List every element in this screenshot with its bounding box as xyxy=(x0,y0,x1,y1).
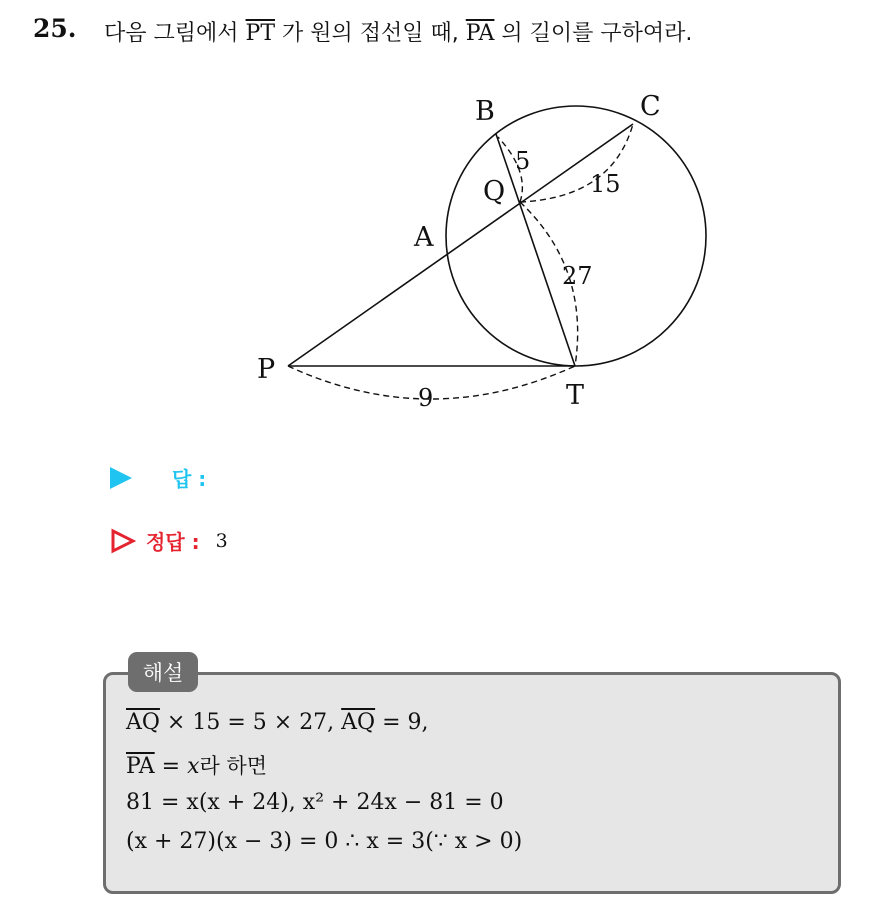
solution-line-2-ko: 라 하면 xyxy=(199,754,268,778)
point-label-q: Q xyxy=(483,176,506,207)
answer-row xyxy=(110,463,206,492)
correct-answer-row xyxy=(110,526,228,555)
length-label-qb: 5 xyxy=(515,147,531,175)
length-label-qc: 15 xyxy=(590,170,621,198)
solution-line-2-eq: = xyxy=(154,754,188,779)
solution-line-1-a: × 15 = 5 × 27, xyxy=(159,710,342,735)
correct-answer-label: 정답 : xyxy=(146,530,200,554)
line-bt xyxy=(496,134,575,366)
point-label-c: C xyxy=(640,91,661,122)
question-text-before: 다음 그림에서 xyxy=(104,21,239,46)
segment-aq-2: $\overline{AQ}$ xyxy=(341,710,376,735)
solution-variable-x: x xyxy=(187,754,200,779)
segment-pt: $\overline{PT}$ xyxy=(245,21,275,46)
segment-pa: $\overline{PA}$ xyxy=(465,21,495,46)
segment-aq: $\overline{AQ}$ xyxy=(126,710,160,735)
correct-answer-value: 3 xyxy=(215,529,228,552)
point-label-b: B xyxy=(475,96,495,127)
solution-box xyxy=(103,672,841,894)
question-number: 25. xyxy=(33,14,77,43)
solution-line-1 xyxy=(126,710,429,735)
answer-marker-icon xyxy=(110,467,132,489)
solution-line-4: (x + 27)(x − 3) = 0 ∴ x = 3(∵ x > 0) xyxy=(126,829,523,854)
solution-tag: 해설 xyxy=(128,652,198,692)
solution-line-1-b: = 9, xyxy=(375,710,429,735)
question-text-after: 의 길이를 구하여라. xyxy=(501,21,693,46)
correct-marker-icon xyxy=(110,528,136,554)
point-label-a: A xyxy=(414,222,434,253)
solution-line-2 xyxy=(126,750,267,780)
line-pc xyxy=(288,124,633,366)
point-label-p: P xyxy=(257,354,276,385)
solution-line-3: 81 = x(x + 24), x² + 24x − 81 = 0 xyxy=(126,790,504,815)
point-label-t: T xyxy=(566,380,585,411)
circle xyxy=(446,106,706,366)
segment-pa-2: $\overline{PA}$ xyxy=(126,754,155,779)
question-text-middle: 가 원의 접선일 때, xyxy=(282,21,459,46)
geometry-figure xyxy=(0,0,884,440)
answer-label: 답 : xyxy=(172,467,207,491)
length-label-qt: 27 xyxy=(562,262,593,290)
length-label-pt: 9 xyxy=(418,384,434,412)
